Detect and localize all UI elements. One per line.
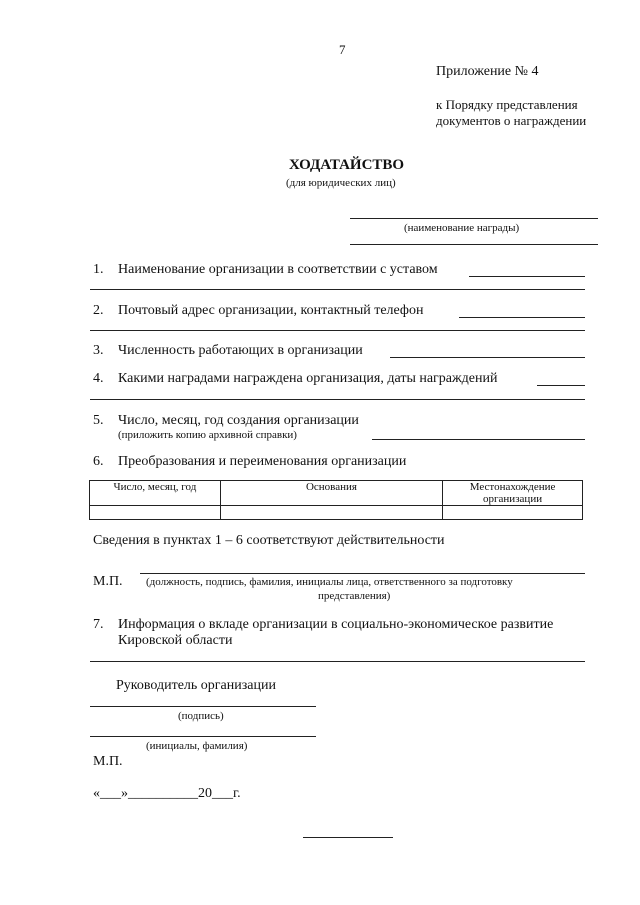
- table-cell-grounds[interactable]: [220, 506, 442, 520]
- item-7-number: 7.: [93, 617, 104, 632]
- item-2-fill-line-2[interactable]: [90, 330, 585, 331]
- stamp-place-label-2: М.П.: [93, 754, 123, 769]
- table-header-grounds: Основания: [220, 481, 442, 506]
- renaming-table: [89, 480, 583, 520]
- table-header-location-line1: Местонахождение: [469, 481, 556, 493]
- table-row: [90, 506, 583, 520]
- confirmation-text: Сведения в пунктах 1 – 6 соответствуют действительности: [93, 533, 445, 548]
- item-7-fill-line[interactable]: [90, 661, 585, 662]
- item-4-label: Какими наградами награждена организация, даты награждений: [118, 371, 498, 386]
- responsible-caption-line1: (должность, подпись, фамилия, инициалы лица, ответственного за подготовку: [146, 576, 513, 588]
- table-cell-date[interactable]: [90, 506, 221, 520]
- item-2-number: 2.: [93, 303, 104, 318]
- item-7-label-line2: Кировской области: [118, 633, 233, 648]
- award-name-line-2[interactable]: [350, 244, 598, 245]
- item-3-number: 3.: [93, 343, 104, 358]
- responsible-caption-line2: представления): [318, 590, 391, 602]
- footer-divider: [303, 837, 393, 838]
- item-4-fill-line-2[interactable]: [90, 399, 585, 400]
- item-1-fill-line[interactable]: [469, 276, 585, 277]
- item-6-number: 6.: [93, 454, 104, 469]
- table-header-location-line2: организации: [483, 493, 543, 505]
- item-1-number: 1.: [93, 262, 104, 277]
- item-4-number: 4.: [93, 371, 104, 386]
- item-5-note: (приложить копию архивной справки): [118, 429, 297, 441]
- page-number: 7: [339, 42, 346, 57]
- name-line[interactable]: [90, 736, 316, 737]
- signature-caption: (подпись): [178, 710, 224, 722]
- appendix-ref-line1: к Порядку представления: [436, 97, 578, 112]
- item-5-fill-line[interactable]: [372, 439, 585, 440]
- item-4-fill-line[interactable]: [537, 385, 585, 386]
- appendix-title: Приложение № 4: [436, 64, 539, 79]
- item-2-fill-line[interactable]: [459, 317, 585, 318]
- stamp-place-label: М.П.: [93, 574, 123, 589]
- date-field[interactable]: «___»__________20___г.: [93, 786, 241, 801]
- item-6-label: Преобразования и переименования организации: [118, 454, 407, 469]
- award-name-caption: (наименование награды): [404, 222, 520, 234]
- responsible-person-line[interactable]: [140, 573, 585, 574]
- document-title: ХОДАТАЙСТВО: [289, 157, 405, 173]
- name-caption: (инициалы, фамилия): [146, 740, 248, 752]
- table-header-row: [90, 481, 583, 506]
- signature-line[interactable]: [90, 706, 316, 707]
- document-subtitle: (для юридических лиц): [286, 177, 396, 189]
- table-header-date: Число, месяц, год: [90, 481, 221, 506]
- item-5-number: 5.: [93, 413, 104, 428]
- item-7-label-line1: Информация о вкладе организации в социально-экономическое развитие: [118, 617, 554, 632]
- award-name-line[interactable]: [350, 218, 598, 219]
- appendix-ref-line2: документов о награждении: [436, 113, 587, 128]
- head-title: Руководитель организации: [116, 678, 276, 693]
- table-header-location: [443, 481, 583, 506]
- item-3-label: Численность работающих в организации: [118, 343, 363, 358]
- item-2-label: Почтовый адрес организации, контактный телефон: [118, 303, 424, 318]
- table-cell-location[interactable]: [443, 506, 583, 520]
- item-5-label: Число, месяц, год создания организации: [118, 413, 359, 428]
- item-1-label: Наименование организации в соответствии с уставом: [118, 262, 438, 277]
- item-1-fill-line-2[interactable]: [90, 289, 585, 290]
- item-3-fill-line[interactable]: [390, 357, 585, 358]
